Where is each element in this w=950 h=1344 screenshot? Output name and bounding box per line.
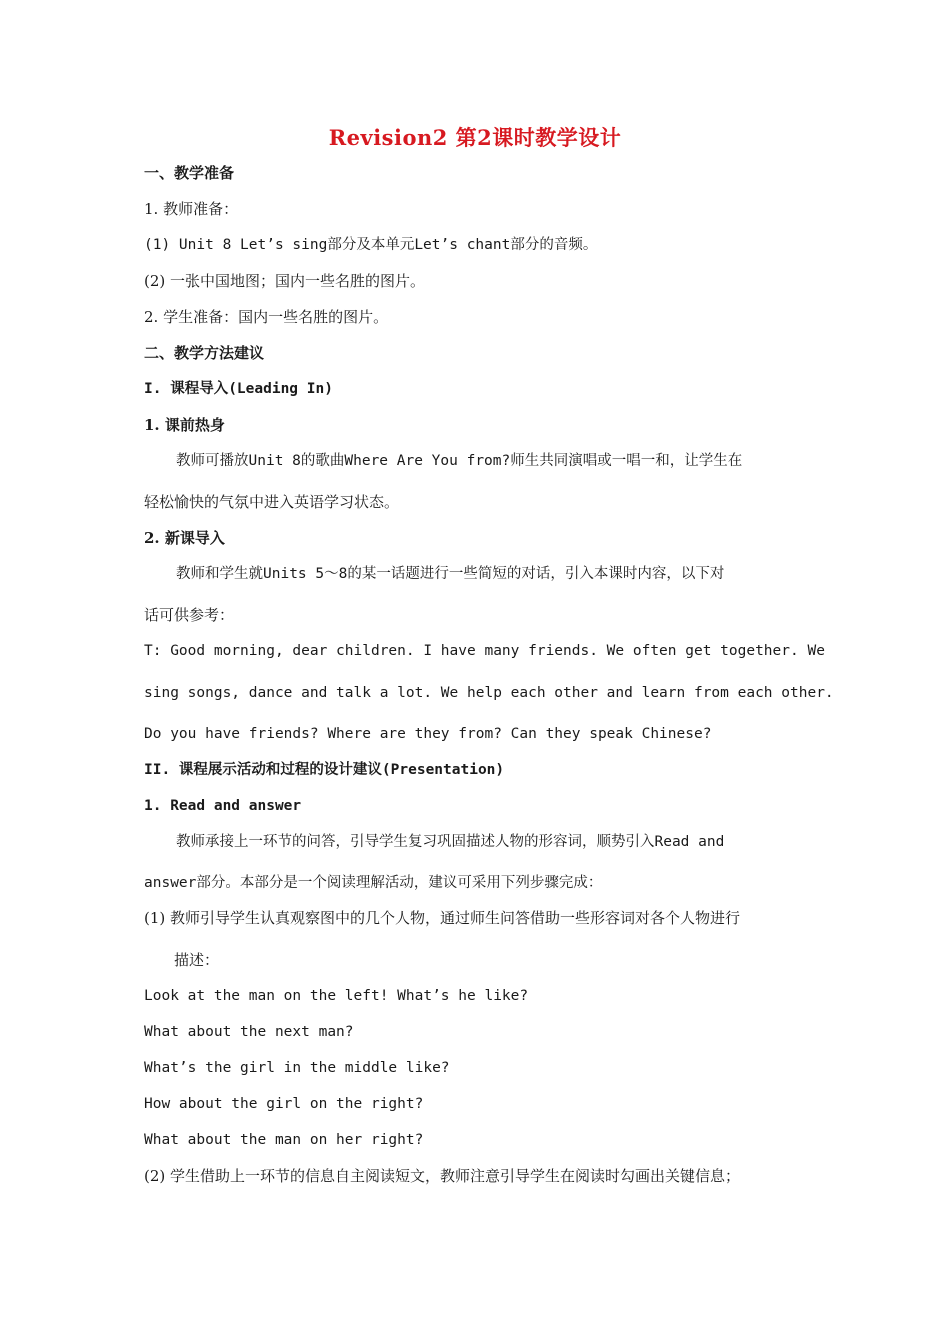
teacher-prep-audio: (1) Unit 8 Let’s sing部分及本单元Let’s chant部分的音频。	[144, 237, 598, 253]
read-answer-paragraph-line1: 教师承接上一环节的问答，引导学生复习巩固描述人物的形容词，顺势引入Read and	[176, 834, 725, 850]
dialog-line: sing songs, dance and talk a lot. We help each other and learn from each other.	[144, 685, 834, 701]
teacher-prep-map: (2) 一张中国地图；国内一些名胜的图片。	[144, 272, 426, 290]
section-heading-methods: 二、教学方法建议	[144, 344, 265, 362]
student-prep-item: 2. 学生准备：国内一些名胜的图片。	[144, 308, 389, 326]
lead-in-paragraph-line1: 教师和学生就Units 5〜8的某一话题进行一些简短的对话，引入本课时内容，以下对	[176, 566, 725, 582]
section-heading-preparation: 一、教学准备	[144, 164, 235, 182]
read-answer-paragraph-line2: answer部分。本部分是一个阅读理解活动，建议可采用下列步骤完成：	[144, 875, 603, 891]
warmup-paragraph-line2: 轻松愉快的气氛中进入英语学习状态。	[144, 493, 400, 511]
lead-in-paragraph-line2: 话可供参考：	[144, 606, 235, 624]
read-answer-heading: 1. Read and answer	[144, 798, 302, 814]
dialog-line: Do you have friends? Where are they from? Can they speak Chinese?	[144, 726, 712, 742]
part2-heading: II. 课程展示活动和过程的设计建议(Presentation)	[144, 762, 505, 778]
step2-line1: (2) 学生借助上一环节的信息自主阅读短文，教师注意引导学生在阅读时勾画出关键信息；	[144, 1167, 741, 1185]
question-line: Look at the man on the left! What’s he like?	[144, 988, 529, 1004]
question-line: What about the next man?	[144, 1024, 354, 1040]
question-line: How about the girl on the right?	[144, 1096, 424, 1112]
teacher-prep-item: 1. 教师准备：	[144, 200, 239, 218]
lead-in-heading: 2. 新课导入	[144, 529, 225, 547]
question-line: What about the man on her right?	[144, 1132, 424, 1148]
dialog-line: T: Good morning, dear children. I have many friends. We often get together. We	[144, 643, 825, 659]
document-title: Revision2 第2课时教学设计	[328, 125, 622, 150]
question-line: What’s the girl in the middle like?	[144, 1060, 450, 1076]
step1-line2: 描述：	[174, 951, 220, 969]
warmup-heading: 1. 课前热身	[144, 416, 225, 434]
warmup-paragraph-line1: 教师可播放Unit 8的歌曲Where Are You from?师生共同演唱或一唱一和，让学生在	[176, 453, 743, 469]
step1-line1: (1) 教师引导学生认真观察图中的几个人物，通过师生问答借助一些形容词对各个人物进行	[144, 909, 741, 927]
part1-heading: I. 课程导入(Leading In)	[144, 381, 333, 397]
